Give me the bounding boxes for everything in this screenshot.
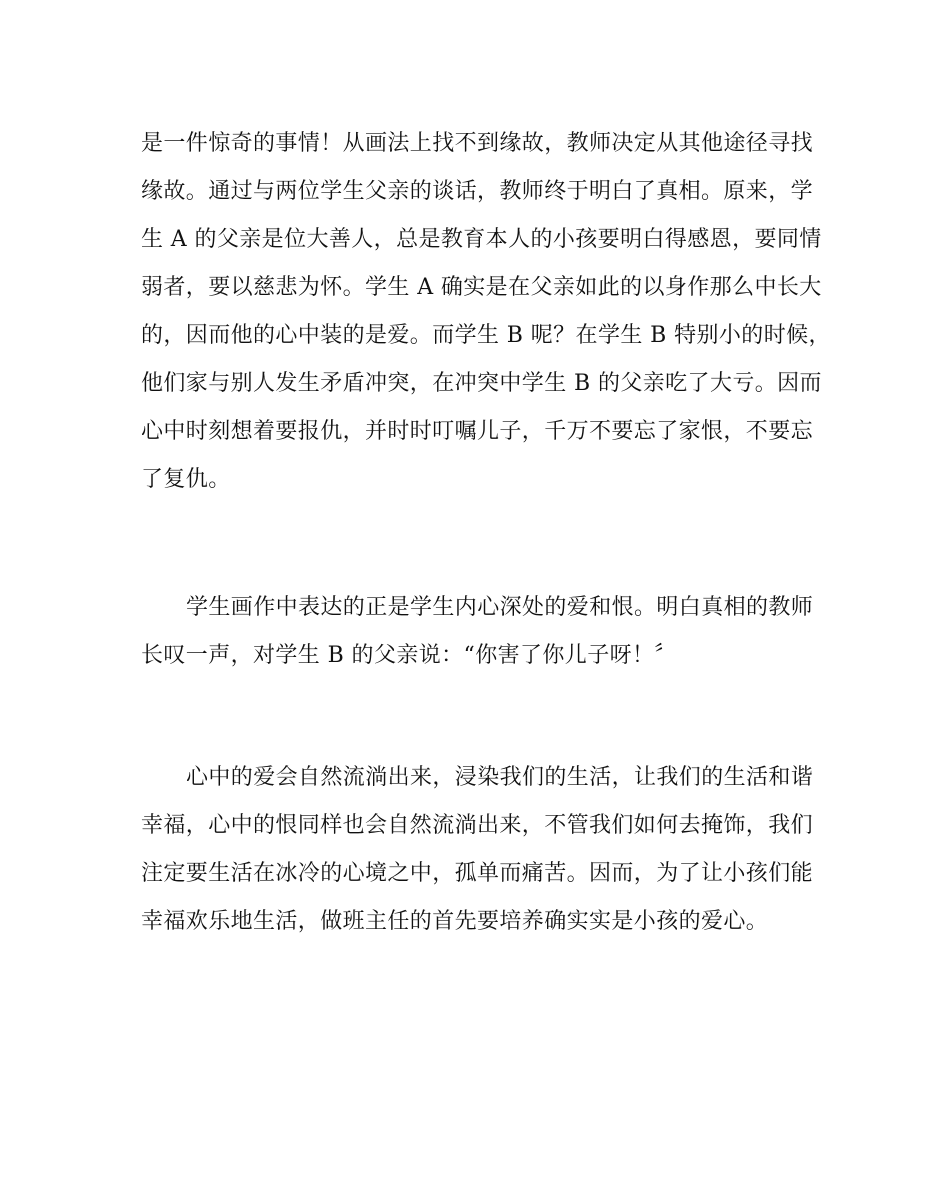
paragraph-1-line-4: 弱者，要以慈悲为怀。学生 A 确实是在父亲如此的以身作那么中长大 xyxy=(141,275,822,300)
paragraph-3-line-3: 注定要生活在冰冷的心境之中，孤单而痛苦。因而，为了让小孩们能 xyxy=(141,861,814,886)
paragraph-1-line-1: 是一件惊奇的事情！从画法上找不到缘故，教师决定从其他途径寻找 xyxy=(141,131,814,156)
paragraph-1-line-6: 他们家与别人发生矛盾冲突，在冲突中学生 B 的父亲吃了大亏。因而 xyxy=(141,371,822,396)
paragraph-3-line-1: 心中的爱会自然流淌出来，浸染我们的生活，让我们的生活和谐 xyxy=(186,765,814,790)
paragraph-1-line-5: 的，因而他的心中装的是爱。而学生 B 呢？在学生 B 特别小的时候， xyxy=(141,323,831,348)
paragraph-3-line-4: 幸福欢乐地生活，做班主任的首先要培养确实实是小孩的爱心。 xyxy=(141,909,769,934)
paragraph-2-line-2: 长叹一声，对学生 B 的父亲说：“你害了你儿子呀！〞 xyxy=(141,643,677,668)
paragraph-1-line-2: 缘故。通过与两位学生父亲的谈话，教师终于明白了真相。原来，学 xyxy=(141,179,814,204)
paragraph-1-line-8: 了复仇。 xyxy=(141,467,231,492)
paragraph-3-line-2: 幸福，心中的恨同样也会自然流淌出来，不管我们如何去掩饰，我们 xyxy=(141,813,814,838)
paragraph-1-line-7: 心中时刻想着要报仇，并时时叮嘱儿子，千万不要忘了家恨，不要忘 xyxy=(141,419,814,444)
paragraph-2-line-1: 学生画作中表达的正是学生内心深处的爱和恨。明白真相的教师 xyxy=(186,595,814,620)
paragraph-1-line-3: 生 A 的父亲是位大善人，总是教育本人的小孩要明白得感恩，要同情 xyxy=(141,227,822,252)
